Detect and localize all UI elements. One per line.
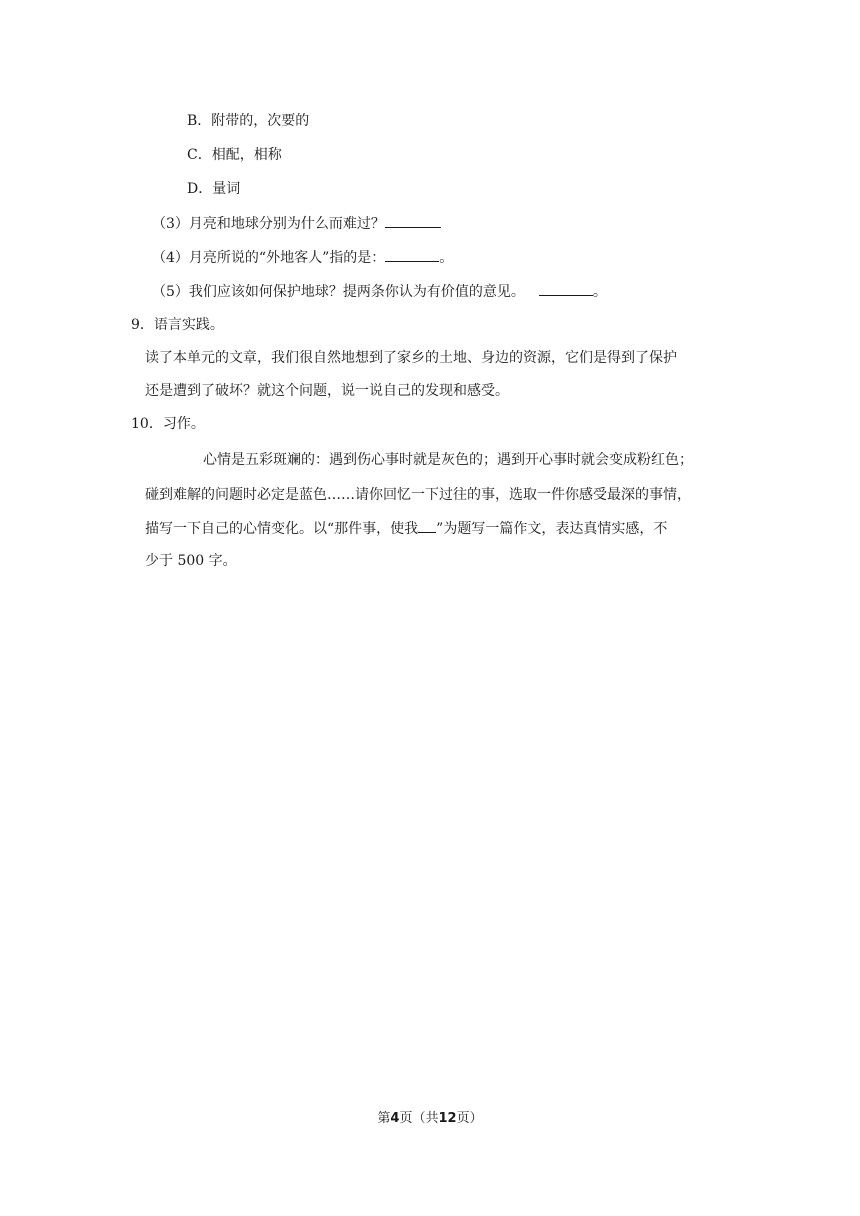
question-10-line-3b: ”为题写一篇作文，表达真情实感，不: [436, 521, 668, 537]
question-10-line-3: [145, 518, 667, 539]
question-3-text: （3）月亮和地球分别为什么而难过？: [152, 216, 385, 232]
option-c: C．相配，相称: [187, 147, 282, 163]
option-d: D．量词: [187, 181, 241, 197]
footer-prefix: 第: [377, 1111, 391, 1126]
question-10-title: 10．习作。: [131, 416, 205, 432]
page-footer: [0, 1110, 860, 1128]
question-4-blank: [385, 247, 439, 262]
question-10-title-blank: [418, 518, 436, 533]
footer-page-number: 4: [390, 1111, 400, 1126]
question-9-line-2: 还是遭到了破坏？就这个问题，说一说自己的发现和感受。: [145, 383, 509, 399]
question-4: [152, 247, 453, 268]
question-4-end: 。: [439, 250, 454, 266]
question-9-line-1: 读了本单元的文章，我们很自然地想到了家乡的土地、身边的资源，它们是得到了保护: [145, 350, 677, 366]
question-3-blank: [385, 213, 441, 228]
question-9-title: 9．语言实践。: [131, 317, 224, 333]
question-10-line-1: 心情是五彩斑斓的：遇到伤心事时就是灰色的；遇到开心事时就会变成粉红色；: [203, 452, 693, 468]
question-5: [152, 281, 607, 302]
footer-suffix: 页）: [456, 1111, 483, 1126]
question-10-line-4: 少于 500 字。: [145, 553, 237, 569]
question-4-text: （4）月亮所说的“外地客人”指的是：: [152, 250, 386, 266]
question-5-end: 。: [592, 284, 607, 300]
question-5-blank: [539, 281, 593, 296]
footer-total-pages: 12: [438, 1111, 457, 1126]
question-10-line-3a: 描写一下自己的心情变化。以“那件事，使我: [145, 521, 419, 537]
option-b: B．附带的，次要的: [187, 113, 310, 129]
footer-middle: 页（共: [399, 1111, 439, 1126]
question-10-line-2: 碰到难解的问题时必定是蓝色……请你回忆一下过往的事，选取一件你感受最深的事情，: [145, 487, 691, 503]
question-5-text: （5）我们应该如何保护地球？提两条你认为有价值的意见。: [152, 284, 525, 300]
question-3: [152, 213, 441, 234]
